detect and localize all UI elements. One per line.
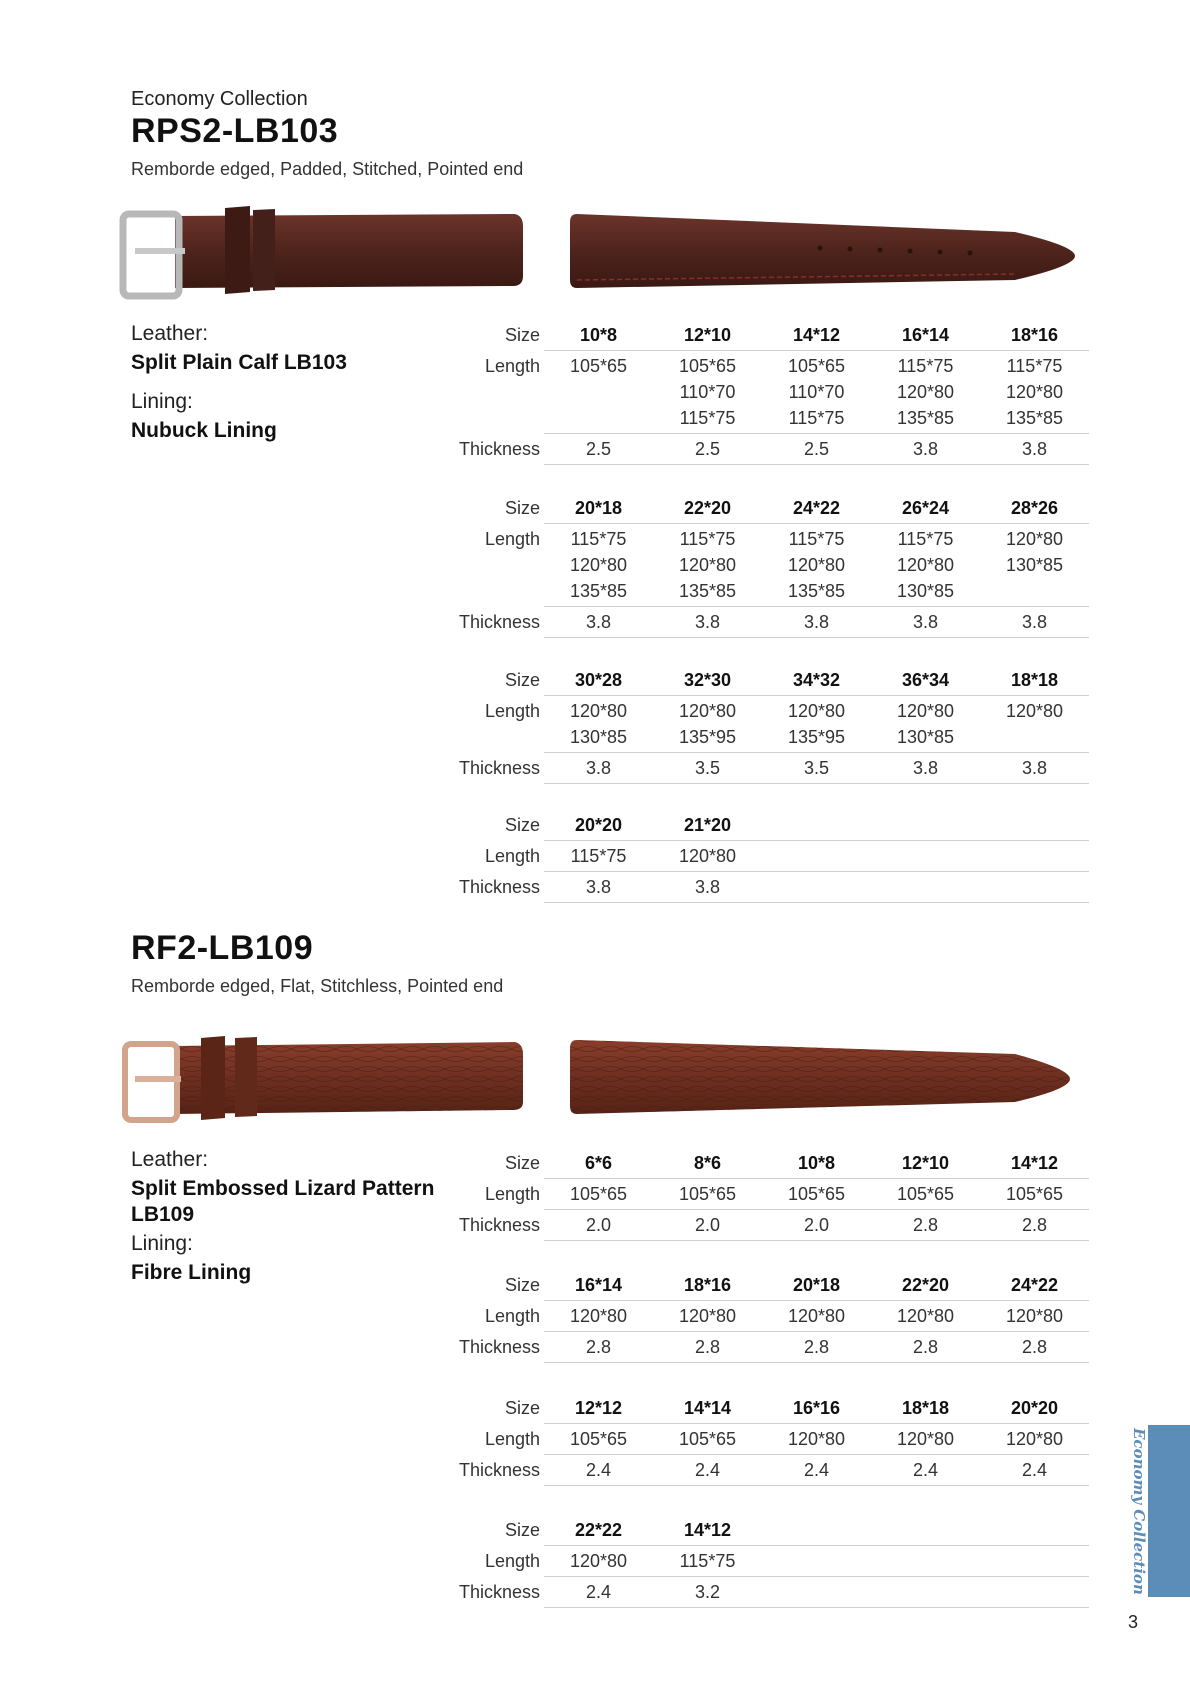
thickness-cell: 2.4 (762, 1455, 871, 1486)
product-code-1: RPS2-LB103 (131, 112, 339, 150)
thickness-cell: 2.5 (544, 434, 653, 465)
thickness-cell: 3.8 (980, 753, 1089, 784)
thickness-cell: 2.4 (653, 1455, 762, 1486)
size-cell: 18*18 (871, 1393, 980, 1424)
length-value: 115*75 (570, 529, 627, 549)
thickness-cell: 2.8 (762, 1332, 871, 1363)
length-cell (762, 1179, 871, 1210)
length-cell (544, 1179, 653, 1210)
length-value: 120*80 (787, 555, 846, 575)
size-row (440, 810, 1089, 841)
length-cell (762, 696, 871, 753)
size-cell: 12*10 (653, 320, 762, 351)
side-tab-text: Economy Collection (1130, 1427, 1148, 1595)
size-label: Size (504, 498, 540, 518)
length-cell (544, 841, 653, 872)
size-cell: 22*20 (871, 1270, 980, 1301)
thickness-cell: 2.8 (871, 1210, 980, 1241)
length-value: 115*75 (897, 356, 954, 376)
size-cell: 22*20 (653, 493, 762, 524)
thickness-cell: 3.8 (871, 753, 980, 784)
length-cell (980, 1301, 1089, 1332)
length-row (440, 524, 1089, 607)
size-cell (871, 810, 980, 841)
length-value: 115*75 (1006, 356, 1063, 376)
size-cell: 28*26 (980, 493, 1089, 524)
length-label: Length (484, 1305, 540, 1326)
thickness-cell: 3.8 (980, 607, 1089, 638)
length-value: 115*75 (679, 408, 736, 428)
length-value: 110*70 (679, 382, 736, 402)
size-row (440, 665, 1089, 696)
length-cell (544, 1424, 653, 1455)
length-cell (653, 841, 762, 872)
length-cell (653, 524, 762, 607)
leather-value-2: Split Embossed Lizard Pattern LB109 (131, 1177, 435, 1226)
size-cell: 20*20 (544, 810, 653, 841)
length-value: 130*85 (569, 727, 628, 747)
size-cell: 20*20 (980, 1393, 1089, 1424)
length-value: 120*80 (569, 555, 628, 575)
length-value: 110*70 (788, 382, 845, 402)
side-tab (1148, 1425, 1190, 1597)
lining-label-1: Lining: (131, 390, 193, 413)
size-cell: 12*10 (871, 1148, 980, 1179)
length-value: 120*80 (896, 555, 955, 575)
size-cell (762, 1515, 871, 1546)
thickness-label: Thickness (458, 1336, 540, 1357)
size-row (440, 1270, 1089, 1301)
length-value: 115*75 (788, 529, 845, 549)
leather-value-1: Split Plain Calf LB103 (131, 351, 347, 374)
thickness-row (440, 872, 1089, 903)
thickness-label: Thickness (458, 1459, 540, 1480)
size-cell: 16*14 (544, 1270, 653, 1301)
spec-table (440, 665, 1089, 784)
length-value: 120*80 (896, 1429, 955, 1449)
size-cell: 18*18 (980, 665, 1089, 696)
thickness-cell: 2.4 (871, 1455, 980, 1486)
length-value: 120*80 (1005, 382, 1064, 402)
spec-table (440, 1393, 1089, 1486)
thickness-cell: 2.8 (980, 1210, 1089, 1241)
length-value: 120*80 (678, 1306, 737, 1326)
length-cell (980, 1546, 1089, 1577)
length-cell (980, 524, 1089, 607)
thickness-cell: 2.0 (762, 1210, 871, 1241)
length-value: 115*75 (570, 846, 627, 866)
length-cell (871, 524, 980, 607)
length-cell (762, 841, 871, 872)
thickness-label: Thickness (458, 1214, 540, 1235)
size-cell: 20*18 (544, 493, 653, 524)
thickness-cell: 3.8 (653, 607, 762, 638)
length-value: 120*80 (896, 1306, 955, 1326)
length-value: 115*75 (679, 529, 736, 549)
thickness-label: Thickness (458, 438, 540, 459)
size-cell: 12*12 (544, 1393, 653, 1424)
length-value: 120*80 (569, 1306, 628, 1326)
thickness-cell: 2.8 (871, 1332, 980, 1363)
product-description-2: Remborde edged, Flat, Stitchless, Pointed end (131, 976, 504, 996)
length-value: 120*80 (896, 701, 955, 721)
size-cell: 14*14 (653, 1393, 762, 1424)
thickness-cell (871, 872, 980, 903)
size-cell: 34*32 (762, 665, 871, 696)
thickness-cell: 3.5 (762, 753, 871, 784)
size-row (440, 1393, 1089, 1424)
length-value: 120*80 (787, 701, 846, 721)
thickness-cell: 3.5 (653, 753, 762, 784)
size-cell: 8*6 (653, 1148, 762, 1179)
length-value: 105*65 (678, 356, 737, 376)
size-cell (871, 1515, 980, 1546)
length-row (440, 1546, 1089, 1577)
size-cell: 21*20 (653, 810, 762, 841)
size-row (440, 1148, 1089, 1179)
thickness-label: Thickness (458, 757, 540, 778)
thickness-cell (980, 1577, 1089, 1608)
length-cell (653, 1179, 762, 1210)
length-value: 120*80 (678, 555, 737, 575)
thickness-row (440, 434, 1089, 465)
spec-table (440, 810, 1089, 903)
length-label: Length (484, 1550, 540, 1571)
leather-label-2: Leather: (131, 1148, 209, 1171)
length-cell (980, 696, 1089, 753)
thickness-row (440, 753, 1089, 784)
size-cell (980, 1515, 1089, 1546)
size-cell: 32*30 (653, 665, 762, 696)
thickness-row (440, 1455, 1089, 1486)
size-label: Size (504, 1275, 540, 1295)
length-cell (544, 351, 653, 434)
length-value: 135*95 (678, 727, 737, 747)
strap-image-2 (115, 1024, 1075, 1124)
size-cell: 6*6 (544, 1148, 653, 1179)
length-label: Length (484, 355, 540, 376)
length-value: 115*75 (897, 529, 954, 549)
length-cell (980, 1179, 1089, 1210)
length-cell (762, 351, 871, 434)
size-cell: 14*12 (653, 1515, 762, 1546)
length-cell (871, 696, 980, 753)
size-cell: 14*12 (762, 320, 871, 351)
length-cell (544, 524, 653, 607)
length-value: 105*65 (678, 1184, 737, 1204)
thickness-label: Thickness (458, 611, 540, 632)
length-value: 105*65 (1005, 1184, 1064, 1204)
thickness-row (440, 1577, 1089, 1608)
length-value: 105*65 (569, 356, 628, 376)
length-row (440, 1301, 1089, 1332)
length-value: 105*65 (678, 1429, 737, 1449)
product-code-2: RF2-LB109 (131, 929, 314, 967)
size-cell: 36*34 (871, 665, 980, 696)
length-cell (980, 351, 1089, 434)
spec-table (440, 1148, 1089, 1241)
size-label: Size (504, 325, 540, 345)
strap-image-1 (115, 196, 1075, 306)
length-row (440, 1179, 1089, 1210)
length-cell (653, 696, 762, 753)
length-label: Length (484, 1183, 540, 1204)
thickness-cell: 2.8 (653, 1332, 762, 1363)
section-label: Economy Collection (131, 88, 308, 110)
length-value: 105*65 (787, 1184, 846, 1204)
size-cell: 24*22 (980, 1270, 1089, 1301)
length-value: 120*80 (1005, 1306, 1064, 1326)
size-label: Size (504, 1398, 540, 1418)
lining-label-2: Lining: (131, 1232, 193, 1255)
size-cell: 24*22 (762, 493, 871, 524)
thickness-row (440, 607, 1089, 638)
length-cell (871, 1301, 980, 1332)
length-label: Length (484, 1428, 540, 1449)
length-row (440, 841, 1089, 872)
length-row (440, 696, 1089, 753)
page-number: 3 (1128, 1612, 1139, 1632)
thickness-cell: 3.8 (980, 434, 1089, 465)
length-cell (653, 1546, 762, 1577)
size-cell: 30*28 (544, 665, 653, 696)
length-value: 115*75 (679, 1551, 736, 1571)
size-cell: 10*8 (544, 320, 653, 351)
thickness-cell: 3.8 (544, 872, 653, 903)
thickness-label: Thickness (458, 876, 540, 897)
thickness-cell: 3.8 (762, 607, 871, 638)
length-cell (980, 1424, 1089, 1455)
size-row (440, 1515, 1089, 1546)
thickness-row (440, 1210, 1089, 1241)
thickness-cell: 2.5 (762, 434, 871, 465)
length-cell (871, 351, 980, 434)
thickness-cell: 2.8 (980, 1332, 1089, 1363)
length-value: 120*80 (896, 382, 955, 402)
length-cell (544, 696, 653, 753)
length-cell (871, 841, 980, 872)
thickness-cell: 2.4 (544, 1577, 653, 1608)
length-cell (762, 1301, 871, 1332)
length-value: 135*85 (787, 581, 846, 601)
length-label: Length (484, 528, 540, 549)
size-label: Size (504, 1520, 540, 1540)
lining-value-2: Fibre Lining (131, 1261, 252, 1284)
spec-table (440, 1515, 1089, 1608)
thickness-cell (980, 872, 1089, 903)
length-cell (653, 1424, 762, 1455)
length-cell (653, 351, 762, 434)
thickness-cell: 2.0 (653, 1210, 762, 1241)
length-value: 120*80 (1005, 701, 1064, 721)
length-value: 120*80 (1005, 1429, 1064, 1449)
leather-label-1: Leather: (131, 322, 209, 345)
length-value: 130*85 (896, 581, 955, 601)
length-value: 135*85 (569, 581, 628, 601)
spec-table (440, 1270, 1089, 1363)
thickness-label: Thickness (458, 1581, 540, 1602)
spec-table (440, 493, 1089, 638)
length-value: 120*80 (787, 1306, 846, 1326)
product-description-1: Remborde edged, Padded, Stitched, Pointed end (131, 159, 524, 179)
thickness-row (440, 1332, 1089, 1363)
length-cell (871, 1546, 980, 1577)
thickness-cell: 2.0 (544, 1210, 653, 1241)
length-value: 120*80 (678, 701, 737, 721)
size-cell: 16*14 (871, 320, 980, 351)
size-cell: 20*18 (762, 1270, 871, 1301)
length-value: 130*85 (896, 727, 955, 747)
length-value: 120*80 (678, 846, 737, 866)
thickness-cell: 3.2 (653, 1577, 762, 1608)
thickness-cell: 3.8 (653, 872, 762, 903)
size-cell: 18*16 (653, 1270, 762, 1301)
length-value: 135*85 (678, 581, 737, 601)
size-cell (980, 810, 1089, 841)
length-cell (871, 1179, 980, 1210)
length-value: 135*85 (1005, 408, 1064, 428)
thickness-cell: 2.4 (544, 1455, 653, 1486)
thickness-cell: 2.4 (980, 1455, 1089, 1486)
length-value: 105*65 (569, 1429, 628, 1449)
spec-table (440, 320, 1089, 465)
length-value: 105*65 (569, 1184, 628, 1204)
length-row (440, 1424, 1089, 1455)
length-value: 105*65 (787, 356, 846, 376)
size-label: Size (504, 815, 540, 835)
size-cell (762, 810, 871, 841)
length-value: 135*85 (896, 408, 955, 428)
size-label: Size (504, 670, 540, 690)
length-cell (762, 1424, 871, 1455)
thickness-cell (762, 872, 871, 903)
length-cell (653, 1301, 762, 1332)
thickness-cell: 3.8 (544, 607, 653, 638)
thickness-cell: 2.5 (653, 434, 762, 465)
thickness-cell (762, 1577, 871, 1608)
lining-value-1: Nubuck Lining (131, 419, 277, 442)
thickness-cell: 2.8 (544, 1332, 653, 1363)
size-row (440, 493, 1089, 524)
size-cell: 14*12 (980, 1148, 1089, 1179)
length-cell (762, 524, 871, 607)
size-cell: 18*16 (980, 320, 1089, 351)
length-value: 130*85 (1005, 555, 1064, 575)
thickness-cell: 3.8 (871, 434, 980, 465)
length-row (440, 351, 1089, 434)
size-cell: 10*8 (762, 1148, 871, 1179)
length-cell (871, 1424, 980, 1455)
length-value: 120*80 (569, 701, 628, 721)
length-label: Length (484, 700, 540, 721)
length-cell (980, 841, 1089, 872)
size-row (440, 320, 1089, 351)
thickness-cell: 3.8 (871, 607, 980, 638)
length-value: 120*80 (787, 1429, 846, 1449)
length-cell (762, 1546, 871, 1577)
thickness-cell: 3.8 (544, 753, 653, 784)
length-cell (544, 1301, 653, 1332)
size-cell: 22*22 (544, 1515, 653, 1546)
length-value: 115*75 (788, 408, 845, 428)
size-cell: 26*24 (871, 493, 980, 524)
length-value: 135*95 (787, 727, 846, 747)
length-cell (544, 1546, 653, 1577)
length-label: Length (484, 845, 540, 866)
thickness-cell (871, 1577, 980, 1608)
length-value: 120*80 (1005, 529, 1064, 549)
size-label: Size (504, 1153, 540, 1173)
length-value: 105*65 (896, 1184, 955, 1204)
size-cell: 16*16 (762, 1393, 871, 1424)
length-value: 120*80 (569, 1551, 628, 1571)
